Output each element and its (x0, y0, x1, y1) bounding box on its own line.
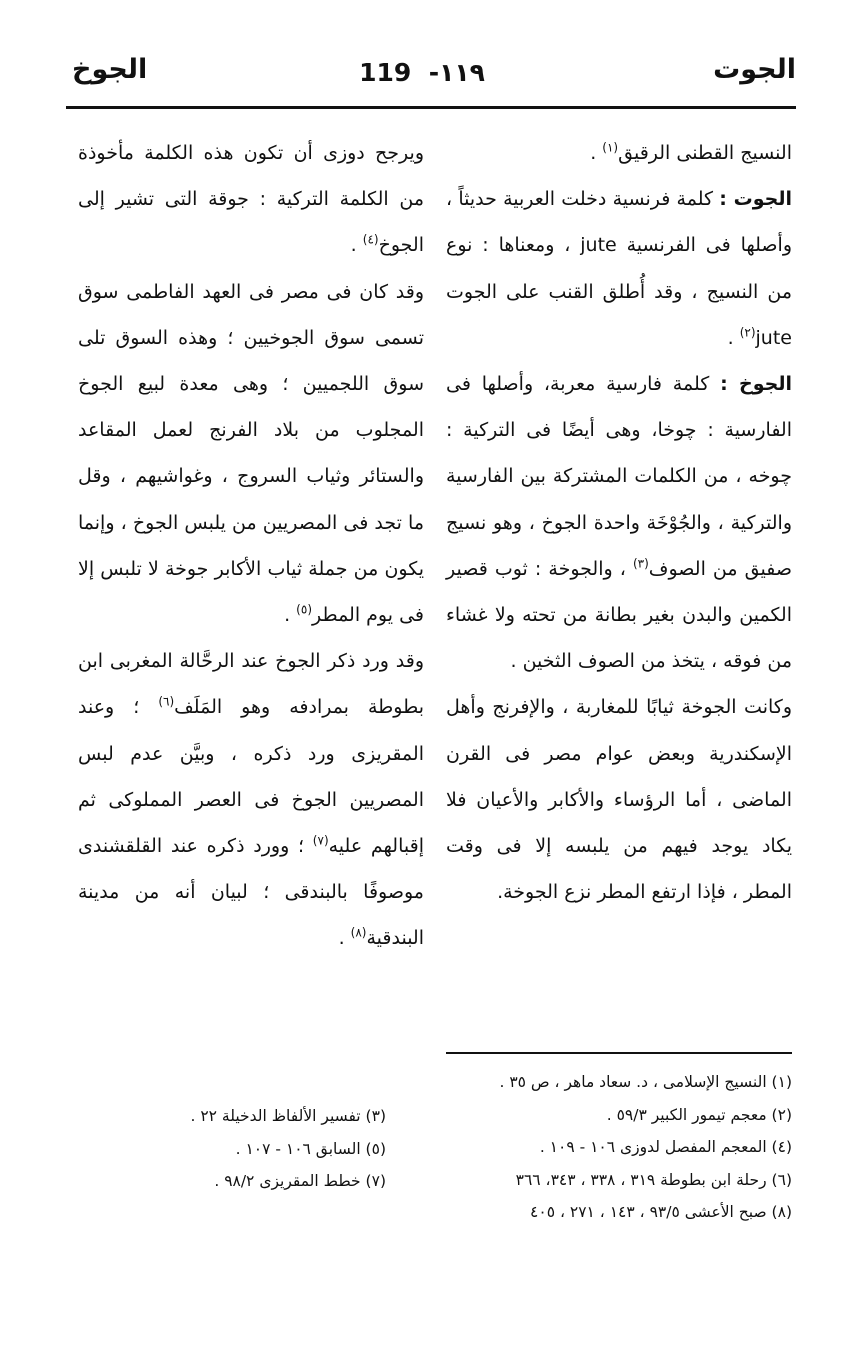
page-number-latin: 119 (359, 58, 412, 87)
paragraph-text: ويرجح دوزى أن تكون هذه الكلمة مأخوذة من الكلمة التركية : جوقة التى تشير إلى الجوخ (78, 142, 424, 257)
footnote-ref: (٣) (632, 556, 649, 571)
paragraph-text: وقد ورد ذكر الجوخ عند الرحَّالة المغربى ابن بطوطة بمرادفه وهو المَلَف (78, 650, 424, 719)
footnote-ref: (٨) (350, 926, 367, 941)
footnote-ref: (٤) (362, 233, 379, 248)
paragraph-text: وكانت الجوخة ثيابًا للمغاربة ، والإفرنج وأهل الإسكندرية وبعض عوام مصر فى القرن الماضى ، أما الرؤساء والأكابر والأعيان فلا يكاد يوجد فيهم من يلبسه إلا فى وقت المطر ، فإذا ارتفع المطر نزع الجوخة. (446, 696, 792, 904)
footnote: (١) النسيج الإسلامى ، د. سعاد ماهر ، ص ٣٥ . (499, 1073, 792, 1091)
footnote-ref: (١) (602, 140, 619, 155)
running-head-right: الجوت (713, 54, 796, 85)
page-header (0, 0, 844, 110)
footnote-rule (446, 1052, 792, 1054)
paragraph-text: ؛ وورد ذكره عند القلقشندى موصوفًا بالبندقى ؛ لبيان أنه من مدينة البندقية (78, 835, 424, 950)
entry-term: الجوت : (719, 188, 792, 211)
right-column (446, 130, 792, 915)
paragraph-text: كلمة فارسية معربة، وأصلها فى الفارسية : چوخا، وهى أيضًا فى التركية : چوخه ، من الكلمات المشتركة بين الفارسية والتركية ، والجُوْخَة واحدة الجوخ ، وهو نسيج صفيق من الصوف (446, 373, 792, 580)
footnotes-right (442, 1066, 792, 1229)
page-number-arabic: -١١٩ (428, 58, 485, 87)
running-head-left: الجوخ (72, 54, 148, 85)
footnote-ref: (٦) (158, 695, 175, 710)
paragraph-text: . (727, 326, 740, 349)
paragraph (78, 269, 424, 639)
paragraph-text: . (590, 142, 603, 164)
header-rule (66, 106, 796, 109)
paragraph (78, 638, 424, 961)
footnote: (٤) المعجم المفصل لدوزى ١٠٦ - ١٠٩ . (539, 1138, 792, 1156)
paragraph-text: وقد كان فى مصر فى العهد الفاطمى سوق تسمى سوق الجوخيين ؛ وهذه السوق تلى سوق اللجميين ؛ وهى معدة لبيع الجوخ المجلوب من بلاد الفرنج لعمل المقاعد والستائر وثياب السروج ، وغواشيهم ، وقل ما تجد فى المصريين من يلبس الجوخ ، وإنما يكون من جملة ثياب الأكابر جوخة لا تلبس إلا فى يوم المطر (78, 280, 424, 627)
entry-jukh (446, 361, 792, 684)
footnote: (٥) السابق ١٠٦ - ١٠٧ . (235, 1139, 386, 1158)
paragraph (446, 130, 792, 176)
entry-jute (446, 176, 792, 361)
footnote: (٣) تفسير الألفاظ الدخيلة ٢٢ . (190, 1107, 386, 1125)
paragraph-text: ؛ وعند المقريزى ورد ذكره ، وبيَّن عدم لبس المصريين الجوخ فى العصر المملوكى ثم إقبالهم عليه (78, 696, 424, 858)
footnote-ref: (٢) (739, 325, 756, 340)
paragraph-text: . (284, 604, 297, 627)
footnotes-left (86, 1100, 386, 1198)
footnote: (٦) رحلة ابن بطوطة ٣١٩ ، ٣٣٨ ، ٣٤٣، ٣٦٦ (515, 1170, 792, 1189)
footnote: (٢) معجم تيمور الكبير ٥٩/٣ . (606, 1105, 792, 1124)
entry-term: الجوخ : (720, 373, 792, 396)
paragraph (78, 130, 424, 269)
paragraph-text: النسيج القطنى الرقيق (618, 142, 792, 164)
paragraph-text: كلمة فرنسية دخلت العربية حديثاً ، وأصلها فى الفرنسية jute ، ومعناها : نوع من النسيج ، وقد أُطلق القنب على الجوت jute (446, 188, 792, 349)
footnote: (٧) خطط المقريزى ٩٨/٢ . (214, 1172, 386, 1190)
footnote-ref: (٥) (296, 602, 312, 617)
paragraph-text: . (350, 234, 363, 257)
paragraph-text: ، والجوخة : ثوب قصير الكمين والبدن بغير بطانة من تحته ولا غشاء من فوقه ، يتخذ من الصوف الثخين . (446, 557, 792, 673)
paragraph-text: . (338, 927, 351, 950)
paragraph (446, 684, 792, 915)
footnote: (٨) صبح الأعشى ٩٣/٥ ، ١٤٣ ، ٢٧١ ، ٤٠٥ (530, 1203, 792, 1221)
left-column (78, 130, 424, 962)
footnote-ref: (٧) (312, 833, 329, 848)
